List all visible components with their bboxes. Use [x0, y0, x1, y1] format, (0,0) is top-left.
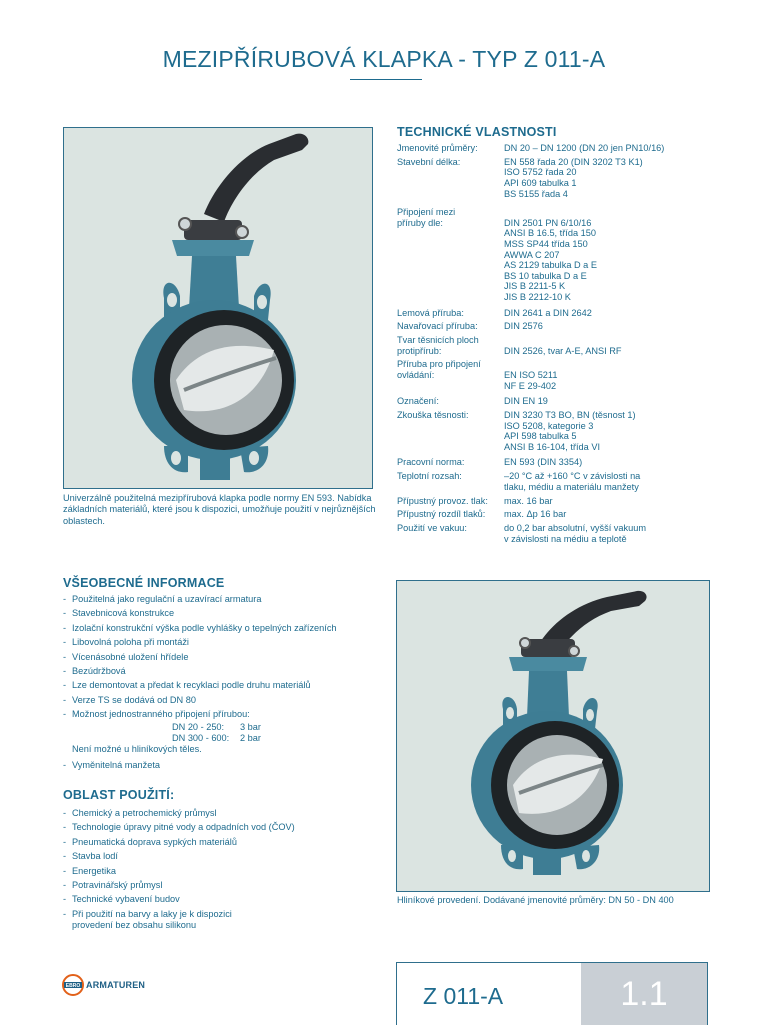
spec-row: Pracovní norma: EN 593 (DIN 3354) — [397, 457, 583, 468]
list-item: - Stavba lodí — [63, 849, 383, 863]
spec-row: Lemová příruba: DIN 2641 a DIN 2642 — [397, 307, 592, 318]
spec-row: Teplotní rozsah: –20 °C až +160 °C v závislosti na tlaku, médiu a materiálu manžety — [397, 471, 641, 492]
tech-heading: TECHNICKÉ VLASTNOSTI — [397, 125, 557, 139]
usage-heading: OBLAST POUŽITÍ: — [63, 788, 175, 802]
list-item: - Vícenásobné uložení hřídele — [63, 650, 383, 664]
photo-caption-large: Univerzálně použitelná mezipřírubová klapka podle normy EN 593. Nabídka základních materiálů, které jsou k dispozici, umožňuje použití v nejrůznějších oblastech. — [63, 493, 376, 526]
tech-spec-table — [397, 143, 727, 547]
flange-pressure-row: DN 20 - 250: 3 bar — [172, 721, 261, 732]
flange-pressure-row: DN 300 - 600: 2 bar — [172, 732, 261, 743]
spec-row: Přípustný rozdíl tlaků: max. Δp 16 bar — [397, 509, 567, 520]
list-item: - Potravinářský průmysl — [63, 878, 383, 892]
list-item: - Pneumatická doprava sypkých materiálů — [63, 835, 383, 849]
footer-section-number: 1.1 — [620, 975, 668, 1013]
spec-row: Označení: DIN EN 19 — [397, 396, 548, 407]
list-item: - Stavebnicová konstrukce — [63, 606, 383, 620]
list-item: - Bezúdržbová — [63, 664, 383, 678]
list-item: - Libovolná poloha při montáži — [63, 635, 383, 649]
usage-list — [63, 806, 383, 933]
photo-caption-aluminium: Hliníkové provedení. Dodávané jmenovité průměry: DN 50 - DN 400 — [397, 895, 674, 905]
valve-photo-aluminium — [396, 580, 710, 892]
spec-row: Příruba pro připojení ovládání: EN ISO 5211 NF E 29-402 — [397, 359, 558, 391]
flange-note: Není možné u hliníkových těles. — [72, 743, 202, 754]
title-underline — [350, 79, 422, 80]
list-item: - Při použití na barvy a laky je k dispozici provedení bez obsahu silikonu — [63, 907, 383, 933]
list-item: - Možnost jednostranného připojení přírubou: — [63, 707, 383, 721]
butterfly-valve-illustration — [64, 128, 372, 488]
footer-section-number-block — [581, 963, 707, 1025]
company-logo — [62, 974, 145, 996]
list-item: - Použitelná jako regulační a uzavírací armatura — [63, 592, 383, 606]
spec-row: Připojení mezi příruby dle: DIN 2501 PN 6/10/16 ANSI B 16.5, třída 150 MSS SP44 třída 150 AWWA C 207 AS 2129 tabulka D a E BS 10 tabulka D a E JIS B 2211-5 K JIS B 2212-10 K — [397, 207, 597, 302]
spec-row: Přípustný provoz. tlak: max. 16 bar — [397, 495, 553, 506]
footer-type-label: Z 011-A — [423, 983, 504, 1009]
list-item: - Energetika — [63, 864, 383, 878]
spec-row: Tvar těsnicích ploch protipřírub: DIN 2526, tvar A-E, ANSI RF — [397, 335, 622, 356]
list-item: - Technologie úpravy pitné vody a odpadních vod (ČOV) — [63, 820, 383, 834]
logo-text: ARMATUREN — [86, 980, 146, 990]
list-item: - Izolační konstrukční výška podle vyhlášky o tepelných zařízeních — [63, 621, 383, 635]
list-subrow-group — [63, 722, 383, 758]
butterfly-valve-illustration — [397, 581, 709, 891]
list-item: - Lze demontovat a předat k recyklaci podle druhu materiálů — [63, 678, 383, 692]
spec-row: Použití ve vakuu: do 0,2 bar absolutní, vyšší vakuum v závislosti na médiu a teplotě — [397, 523, 646, 544]
ebro-logo-icon — [62, 974, 84, 996]
valve-photo-large — [63, 127, 373, 489]
list-item: - Verze TS se dodává od DN 80 — [63, 693, 383, 707]
list-item: - Chemický a petrochemický průmysl — [63, 806, 383, 820]
spec-row: Jmenovité průměry: DN 20 – DN 1200 (DN 20 jen PN10/16) — [397, 143, 665, 153]
list-item: - Technické vybavení budov — [63, 892, 383, 906]
page-title: MEZIPŘÍRUBOVÁ KLAPKA - TYP Z 011-A — [162, 46, 606, 72]
spec-row: Stavební délka: EN 558 řada 20 (DIN 3202 T3 K1) ISO 5752 řada 20 API 609 tabulka 1 BS 5155 řada 4 — [397, 156, 643, 199]
svg-text:EBRO: EBRO — [65, 982, 81, 989]
footer-box — [396, 962, 708, 1025]
spec-row: Navařovací příruba: DIN 2576 — [397, 321, 543, 332]
general-heading: VŠEOBECNÉ INFORMACE — [63, 576, 225, 590]
list-item: - Vyměnitelná manžeta — [63, 758, 383, 772]
spec-row: Zkouška těsnosti: DIN 3230 T3 BO, BN (těsnost 1) ISO 5208, kategorie 3 API 598 tabulka 5 ANSI B 16-104, třída VI — [397, 410, 636, 452]
general-list — [63, 592, 383, 772]
